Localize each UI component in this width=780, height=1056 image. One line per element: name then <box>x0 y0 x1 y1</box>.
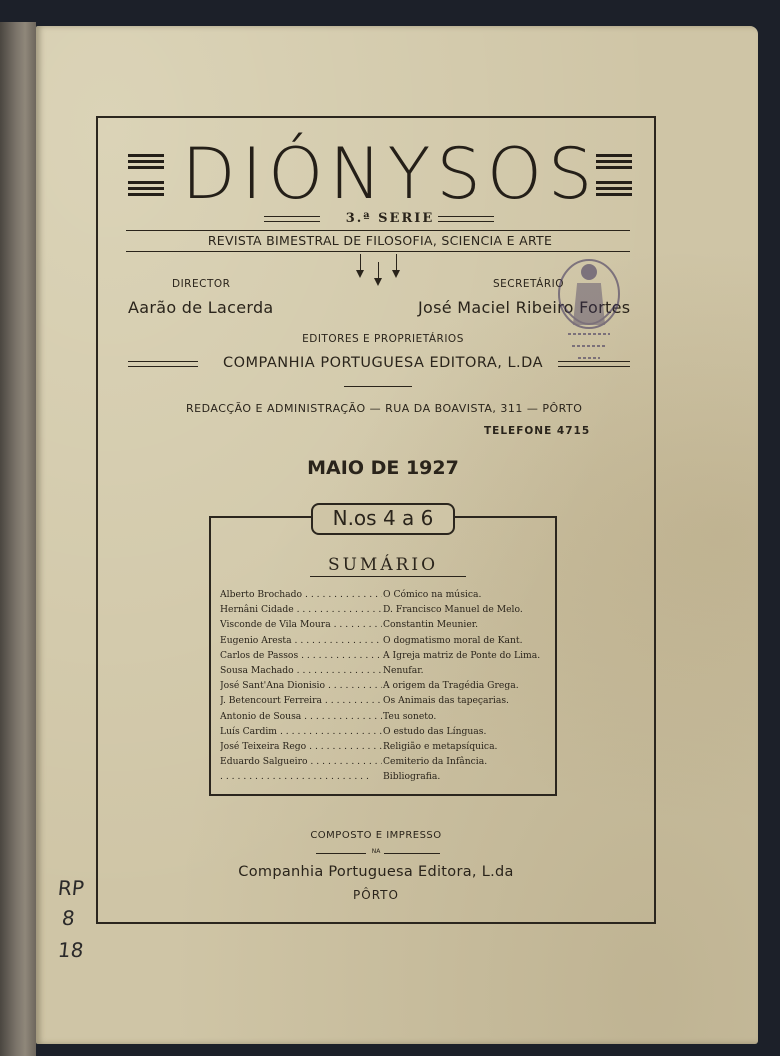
toc-title: Cemiterio da Infância. <box>383 756 488 768</box>
toc-author: Eduardo Salgueiro . . . <box>220 754 382 769</box>
imprint-na: NA <box>371 848 381 855</box>
toc-author: Eugenio Aresta . . . <box>220 633 382 648</box>
toc-author: Antonio de Sousa . . . <box>220 709 382 724</box>
director-name: Aarão de Lacerda <box>128 298 274 317</box>
director-label: DIRECTOR <box>172 278 231 290</box>
toc-title: Constantin Meunier. <box>383 619 479 631</box>
toc-title: Religião e metapsíquica. <box>383 740 498 752</box>
journal-title: DIÓNYSOS <box>181 133 599 215</box>
subtitle-rule-bottom <box>126 251 630 252</box>
toc-author: Sousa Machado . . . <box>220 663 382 678</box>
list-item <box>220 754 552 769</box>
secretary-name: José Maciel Ribeiro Fortes <box>418 298 631 317</box>
imprint-city: PÔRTO <box>353 888 399 902</box>
toc-author: José Sant'Ana Dionisio . . . <box>220 678 382 693</box>
toc-author: Hernâni Cidade . . . <box>220 602 382 617</box>
list-item <box>220 602 552 617</box>
serie-label: 3.ª SERIE <box>345 211 435 226</box>
toc-title: O estudo das Línguas. <box>383 725 487 737</box>
toc-title: O Cómico na música. <box>383 589 482 600</box>
shelfmark-line-1: RP <box>56 876 86 900</box>
publisher-address: REDACÇÃO E ADMINISTRAÇÃO — RUA DA BOAVISTA, 311 — PÔRTO <box>186 402 583 415</box>
list-item <box>220 617 552 632</box>
publisher-divider <box>344 386 412 387</box>
list-item <box>220 587 552 602</box>
imprint-company: Companhia Portuguesa Editora, L.da <box>238 864 514 880</box>
list-item <box>220 663 552 678</box>
toc-author: José Teixeira Rego . . . <box>220 739 382 754</box>
toc-title: Os Animais das tapeçarias. <box>383 695 509 707</box>
table-of-contents <box>220 587 552 784</box>
toc-title: Nenufar. <box>383 664 424 676</box>
toc-title: A origem da Tragédia Grega. <box>383 680 519 692</box>
shelfmark-line-2: 8 <box>60 906 76 930</box>
list-item <box>220 648 552 663</box>
toc-title: Teu soneto. <box>383 710 437 722</box>
library-stamp-icon <box>548 254 630 364</box>
secretary-label: SECRETÁRIO <box>493 278 564 290</box>
list-item <box>220 633 552 648</box>
toc-title: A Igreja matriz de Ponte do Lima. <box>383 649 541 661</box>
shelfmark-line-3: 18 <box>56 938 85 962</box>
toc-author: Alberto Brochado . . . <box>220 587 382 602</box>
toc-title: D. Francisco Manuel de Melo. <box>383 604 523 616</box>
list-item <box>220 693 552 708</box>
publisher-label: EDITORES E PROPRIETÁRIOS <box>302 333 464 345</box>
issue-numbers: N.os 4 a 6 <box>311 503 455 535</box>
issue-date: MAIO DE 1927 <box>307 457 459 479</box>
toc-author: Carlos de Passos . . . <box>220 648 382 663</box>
list-item <box>220 769 552 784</box>
toc-author: Luís Cardim . . . <box>220 724 382 739</box>
list-item <box>220 724 552 739</box>
toc-title: O dogmatismo moral de Kant. <box>383 634 523 646</box>
toc-title: Bibliografia. <box>383 771 441 783</box>
imprint-label: COMPOSTO E IMPRESSO <box>310 830 442 841</box>
toc-author <box>220 769 382 784</box>
summary-heading: SUMÁRIO <box>327 555 439 575</box>
publisher-phone: TELEFONE 4715 <box>484 425 591 437</box>
toc-author: Visconde de Vila Moura . . . <box>220 617 382 632</box>
arrow-down-icon <box>378 262 379 280</box>
summary-heading-underline <box>310 576 466 577</box>
publisher-name: COMPANHIA PORTUGUESA EDITORA, L.DA <box>222 355 543 371</box>
list-item <box>220 739 552 754</box>
imprint-rule-right <box>384 853 440 854</box>
journal-subtitle: REVISTA BIMESTRAL DE FILOSOFIA, SCIENCIA E ARTE <box>207 233 553 248</box>
list-item <box>220 678 552 693</box>
toc-author: J. Betencourt Ferreira . . . <box>220 693 382 708</box>
arrow-down-icon <box>360 254 361 272</box>
list-item <box>220 709 552 724</box>
subtitle-rule-top <box>126 230 630 231</box>
arrow-down-icon <box>396 254 397 272</box>
